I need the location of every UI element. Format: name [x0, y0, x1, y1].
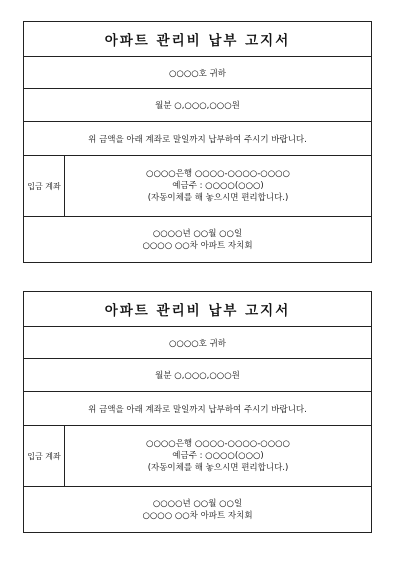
notice-title: 아파트 관리비 납부 고지서 [104, 33, 291, 49]
issue-date: ○○○○년 ○○월 ○○일 [152, 228, 243, 239]
issue-footer [24, 216, 371, 262]
payment-request: 위 금액을 아래 계좌로 말일까지 납부하여 주시기 바랍니다. [24, 391, 371, 425]
addressee: ○○○○호 귀하 [24, 326, 371, 358]
account-holder-line: 예금주 : ○○○○(○○○) [172, 181, 264, 191]
auto-debit-note: (자동이체를 해 놓으시면 편리합니다.) [147, 193, 289, 203]
issue-footer [24, 486, 371, 532]
account-details [65, 156, 371, 216]
payment-request: 위 금액을 아래 계좌로 말일까지 납부하여 주시기 바랍니다. [24, 121, 371, 155]
issuer: ○○○○ ○○차 아파트 자치회 [142, 240, 253, 251]
notice-title: 아파트 관리비 납부 고지서 [104, 303, 291, 319]
issue-date: ○○○○년 ○○월 ○○일 [152, 498, 243, 509]
account-label: 입금 계좌 [24, 426, 65, 486]
account-details [65, 426, 371, 486]
auto-debit-note: (자동이체를 해 놓으시면 편리합니다.) [147, 463, 289, 473]
payment-notice-2 [23, 291, 372, 533]
issuer: ○○○○ ○○차 아파트 자치회 [142, 510, 253, 521]
deposit-account-row [24, 155, 371, 216]
deposit-account-row [24, 425, 371, 486]
amount-due: 월분 ○,○○○,○○○원 [24, 88, 371, 121]
amount-due: 월분 ○,○○○,○○○원 [24, 358, 371, 391]
payment-notice-1 [23, 21, 372, 263]
account-holder-line: 예금주 : ○○○○(○○○) [172, 451, 264, 461]
account-label: 입금 계좌 [24, 156, 65, 216]
bank-account-line: ○○○○은행 ○○○○-○○○○-○○○○ [146, 169, 290, 179]
bank-account-line: ○○○○은행 ○○○○-○○○○-○○○○ [146, 439, 290, 449]
addressee: ○○○○호 귀하 [24, 56, 371, 88]
